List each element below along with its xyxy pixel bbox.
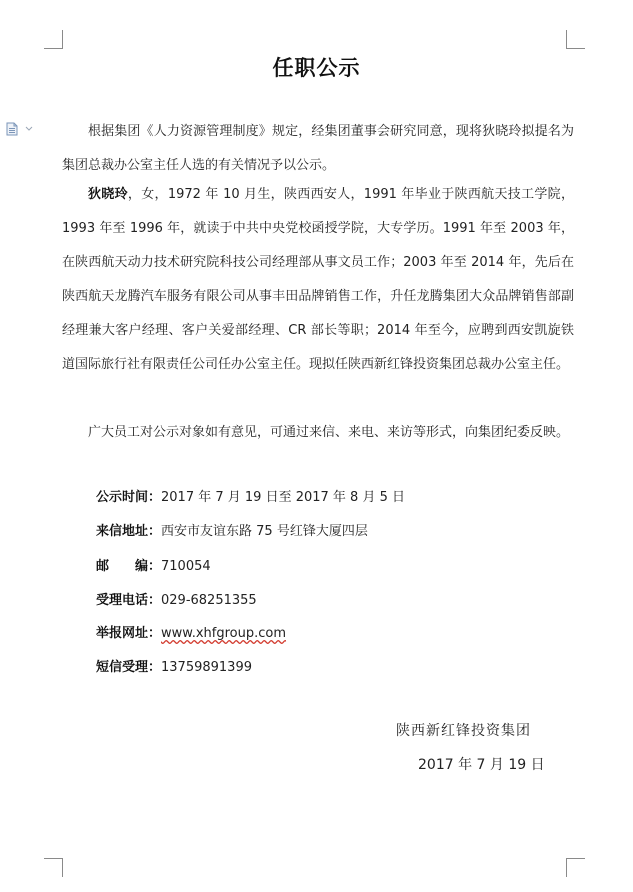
postcode-label: 邮 编： [96,559,162,574]
crop-mark-top-left [44,30,63,49]
postcode-value: 710054 [161,559,211,574]
intro-paragraph [62,115,574,183]
phone-value: 029-68251355 [161,593,257,608]
info-row-period [96,486,405,505]
feedback-text: 广大员工对公示对象如有意见，可通过来信、来电、来访等形式，向集团纪委反映。 [88,425,570,440]
website-label: 举报网址： [96,626,162,641]
period-label: 公示时间： [96,490,162,505]
page-title: 任职公示 [272,56,361,80]
address-label: 来信地址： [96,524,162,539]
sms-value: 13759891399 [161,660,252,675]
sms-label: 短信受理： [96,660,162,675]
crop-mark-top-right [566,30,585,49]
info-row-website [96,622,286,641]
info-row-sms [96,656,252,675]
info-row-postcode [96,555,211,574]
website-link[interactable]: www.xhfgroup.com [161,626,287,641]
candidate-paragraph [62,178,574,382]
info-row-phone [96,589,257,608]
crop-mark-bottom-left [44,858,63,877]
info-row-address [96,520,368,539]
signature-organization: 陕西新红锋投资集团 [396,723,531,739]
feedback-paragraph [62,416,574,450]
period-value: 2017 年 7 月 19 日至 2017 年 8 月 5 日 [161,490,405,505]
candidate-name: 狄晓玲 [88,187,128,202]
candidate-details: ，女，1972 年 10 月生，陕西西安人，1991 年毕业于陕西航天技工学院，1993 年至 1996 年，就读于中共中央党校函授学院，大专学历。1991 年至 2003 年，在陕西航天动力技术研究院科技公司经理部从事文员工作；2003 年至 2014 年，先后在陕西航天龙腾汽车服务有限公司从事丰田品牌销售工作，升任龙腾集团大众品牌销售部副经理兼大客户经理、客户关爱部经理、CR 部长等职；2014 年至今，应聘到西安凯旋铁道国际旅行社有限责任公司任办公室主任。现拟任陕西新红锋投资集团总裁办公室主任。 [62,187,574,372]
document-icon [6,122,36,136]
crop-mark-bottom-right [566,858,585,877]
phone-label: 受理电话： [96,593,162,608]
signature-date: 2017 年 7 月 19 日 [418,757,545,773]
chevron-down-icon [26,127,32,130]
address-value: 西安市友谊东路 75 号红锋大厦四层 [161,524,368,539]
intro-text: 根据集团《人力资源管理制度》规定，经集团董事会研究同意，现将狄晓玲拟提名为集团总裁办公室主任人选的有关情况予以公示。 [62,124,574,173]
paragraph-marker-button[interactable] [6,121,36,135]
